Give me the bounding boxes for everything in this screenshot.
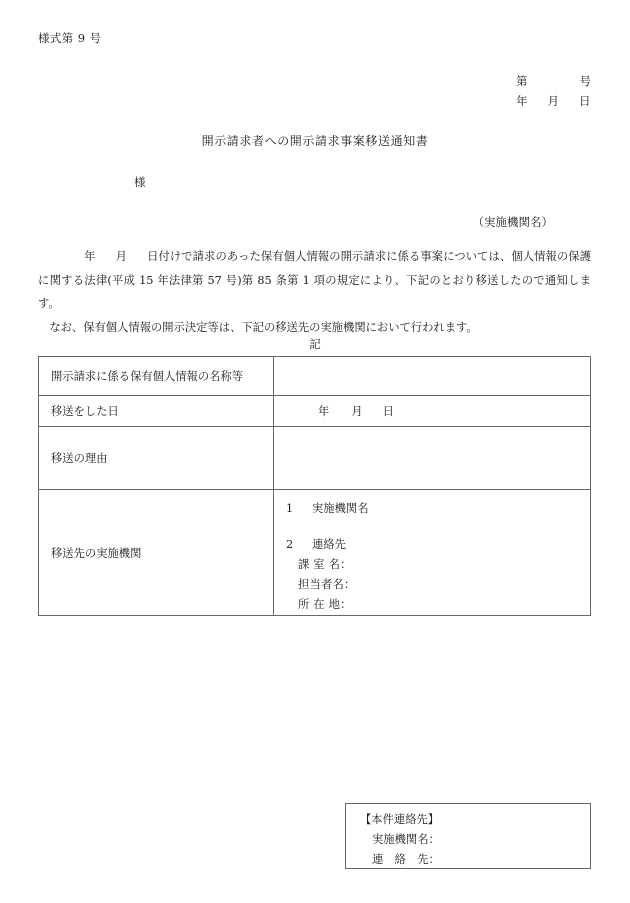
body-paragraph-1-text: 日付けで請求のあった保有個人情報の開示請求に係る事案については、個人情報の保護に関する法律(平成 15 年法律第 57 号)第 85 条第 1 項の規定により、下記のとおり移送したので通知します。: [38, 250, 591, 310]
body-paragraph-2-text: なお、保有個人情報の開示決定等は、下記の移送先の実施機関において行われます。: [49, 320, 478, 334]
form-number: 様式第 9 号: [38, 31, 102, 45]
transfer-date-year: 年: [318, 405, 330, 418]
inquiry-contact-box: [345, 803, 591, 869]
spacer: [286, 519, 590, 535]
body-date-month: 月: [115, 250, 127, 263]
transfer-details-table: [38, 356, 591, 616]
row-value-destination-institution[interactable]: [274, 490, 591, 616]
table-row: [39, 490, 591, 616]
institution-item-2-text: 連絡先: [312, 538, 346, 551]
row-label-destination-institution: 移送先の実施機関: [39, 490, 274, 616]
transfer-date-slot: [286, 405, 394, 418]
page-title: 開示請求者への開示請求事案移送通知書: [201, 134, 429, 148]
contact-box-institution-name: 実施機関名：: [372, 833, 440, 846]
date-year: 年: [516, 94, 528, 108]
row-value-personal-info-name[interactable]: [274, 357, 591, 396]
institution-item-1-number: 1: [286, 502, 294, 515]
document-number-line: [516, 71, 591, 91]
row-label-transfer-date: 移送をした日: [39, 396, 274, 427]
row-label-transfer-reason: 移送の理由: [39, 427, 274, 490]
contact-box-contact: 連 絡 先：: [372, 853, 440, 866]
date-month: 月: [547, 94, 559, 108]
row-value-transfer-date[interactable]: [274, 396, 591, 427]
row-label-personal-info-name: 開示請求に係る保有個人情報の名称等: [39, 357, 274, 396]
institution-item-2-number: 2: [286, 538, 294, 551]
table-row: [39, 396, 591, 427]
document-number-label: 第: [516, 74, 528, 88]
addressee-suffix: 様: [134, 175, 146, 189]
table-row: [39, 357, 591, 396]
contact-field-address: 所 在 地：: [298, 598, 352, 611]
institution-item-1-text: 実施機関名: [312, 502, 369, 515]
document-number-unit: 号: [579, 74, 591, 88]
destination-institution-list: [286, 490, 590, 615]
row-value-transfer-reason[interactable]: [274, 427, 591, 490]
contact-field-section-name: 課 室 名：: [298, 558, 352, 571]
body-date-year: 年: [84, 250, 96, 263]
contact-field-person-name: 担当者名：: [298, 578, 356, 591]
transfer-date-month: 月: [351, 405, 363, 418]
contact-box-heading: 【本件連絡先】: [360, 813, 440, 826]
transfer-date-day: 日: [382, 405, 394, 418]
institution-item-2: [286, 535, 590, 555]
date-day: 日: [579, 94, 591, 108]
issuer-name: （実施機関名）: [472, 215, 553, 229]
table-row: [39, 427, 591, 490]
document-number-block: [516, 71, 591, 111]
body-paragraph-1: [38, 245, 591, 316]
kisho-marker: 記: [309, 337, 321, 351]
institution-item-1: [286, 499, 590, 519]
body-text: [38, 245, 591, 339]
document-date-line: [516, 91, 591, 111]
